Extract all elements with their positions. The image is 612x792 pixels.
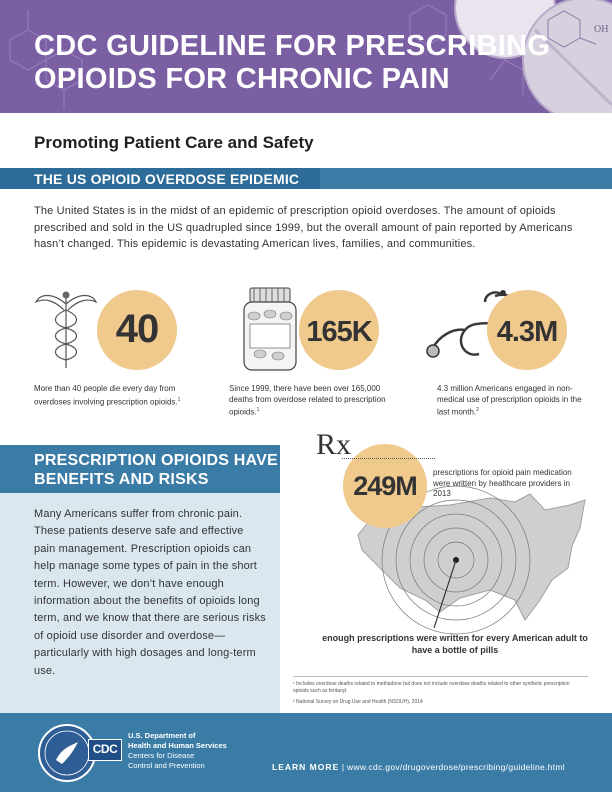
- stat-value-deaths-daily: 40: [115, 307, 159, 351]
- prescriptions-text: prescriptions for opioid pain medication were written by healthcare providers in 2013: [433, 468, 572, 498]
- pill-label: OH: [594, 24, 609, 35]
- stat-value-prescriptions: 249M: [353, 471, 417, 501]
- learn-more-label: LEARN MORE: [272, 762, 340, 772]
- hhs-name-line-2: Health and Human Services: [128, 740, 227, 750]
- rx-symbol: Rx: [316, 428, 352, 461]
- section-heading-epidemic: THE US OPIOID OVERDOSE EPIDEMIC: [0, 168, 320, 189]
- benefits-body: Many Americans suffer from chronic pain. These patients deserve safe and effective pain management. Prescription opioids can help manage some types of pain in the short term. However, we don’t have enough information about the benefits of opioids long term, and we know that there are serious risks of opioid use disorder and overdose—particularly with high dosages and long-term use.: [34, 508, 266, 677]
- stat-value-nonmedical-use: 4.3M: [496, 316, 558, 348]
- footnote-2: ² National Survey on Drug Use and Health (NSDUH), 2014: [293, 699, 423, 705]
- hhs-name-line-1: U.S. Department of: [128, 731, 196, 740]
- stat-value-deaths-since-1999: 165K: [306, 316, 372, 348]
- stat-text-deaths-daily: More than 40 people die every day from overdoses involving prescription opioids.$^1$: [34, 384, 181, 407]
- guideline-link[interactable]: www.cdc.gov/drugoverdose/prescribing/guideline.html: [347, 762, 565, 772]
- cdc-name: [128, 751, 205, 770]
- map-caption: enough prescriptions were written for every American adult to have a bottle of pills: [322, 633, 588, 655]
- dotted-connector: [342, 458, 435, 459]
- cdc-name-line-2: Control and Prevention: [128, 760, 205, 770]
- cdc-logo-text: CDC: [92, 742, 118, 756]
- section-heading-benefits: PRESCRIPTION OPIOIDS HAVE BENEFITS AND RISKS: [0, 445, 280, 493]
- footnote-1: ¹ Includes overdose deaths related to methadone but does not include overdose deaths related to other synthetic prescription opioids such as fentanyl.: [293, 681, 570, 694]
- hhs-name: [128, 731, 227, 750]
- footnote-divider: [293, 676, 588, 677]
- epidemic-intro: The United States is in the midst of an epidemic of prescription opioid overdoses. The amount of opioids prescribed and sold in the US quadrupled since 1999, but the overall amount of pain reported by Americans hasn’t changed. This epidemic is devastating American lives, families, and communities.: [34, 205, 573, 250]
- learn-more-separator: |: [341, 762, 345, 772]
- stat-text-nonmedical-use: 4.3 million Americans engaged in non-medical use of prescription opioids in the last month.$^2$: [437, 384, 582, 417]
- pill-bottle-icon: [240, 286, 300, 372]
- cdc-name-line-1: Centers for Disease: [128, 751, 195, 760]
- stat-text-deaths-since-1999: Since 1999, there have been over 165,000 deaths from overdose related to prescription opioids.$^1$: [229, 384, 386, 417]
- caduceus-icon: [34, 288, 98, 370]
- learn-more: [272, 762, 565, 772]
- cdc-logo: [88, 739, 122, 761]
- page-subtitle: Promoting Patient Care and Safety: [34, 133, 314, 152]
- page-title: CDC GUIDELINE FOR PRESCRIBING OPIOIDS FOR CHRONIC PAIN: [34, 30, 551, 95]
